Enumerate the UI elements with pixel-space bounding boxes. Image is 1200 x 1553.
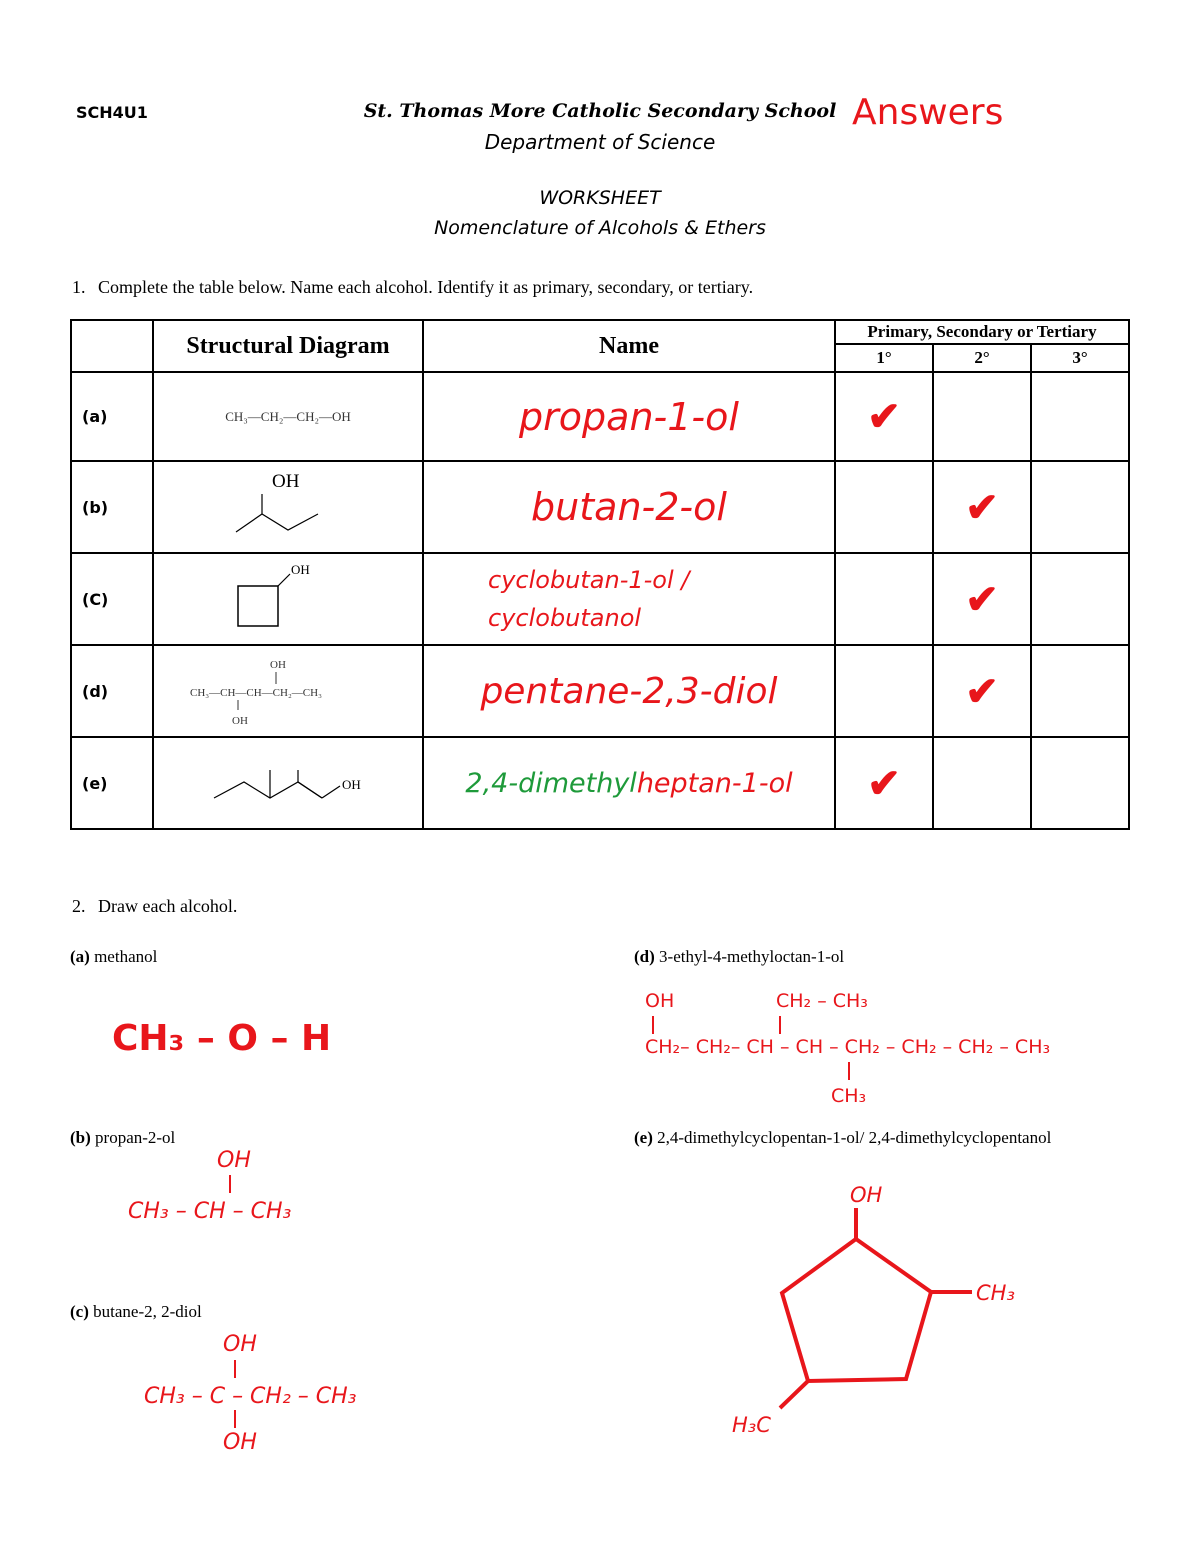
header-secondary: 2° (933, 344, 1031, 372)
header-name: Name (423, 320, 835, 372)
header-structural: Structural Diagram (153, 320, 423, 372)
header-primary: 1° (835, 344, 933, 372)
row-label: (C) (71, 553, 153, 645)
empty-cell (835, 461, 933, 553)
structure-b (153, 461, 423, 553)
part-b-name: propan-2-ol (95, 1128, 176, 1147)
empty-cell (1031, 645, 1129, 737)
row-label: (a) (71, 372, 153, 461)
part-b-main: CH₃ – CH – CH₃ (128, 1199, 292, 1224)
table-row (71, 372, 1129, 461)
structure-e-oh: OH (342, 777, 361, 792)
school-name: St. Thomas More Catholic Secondary School (363, 100, 837, 122)
answer-c-line1: cyclobutan-1-ol / (488, 566, 690, 594)
header-label-cell (71, 320, 153, 372)
header-degree: Primary, Secondary or Tertiary (835, 320, 1129, 344)
empty-cell (1031, 461, 1129, 553)
answer-c (423, 553, 835, 645)
part-b-oh: OH (217, 1148, 251, 1173)
check-secondary-b: ✔ (933, 461, 1031, 553)
part-a-name: methanol (94, 947, 158, 966)
structure-e-drawing (154, 738, 422, 823)
part-b-bond (229, 1175, 231, 1193)
structure-b-oh: OH (272, 471, 300, 492)
question-2-number: 2. (72, 896, 86, 916)
part-e-h3c: H₃C (732, 1413, 771, 1437)
table-row (71, 461, 1129, 553)
structure-a (153, 372, 423, 461)
row-label: (d) (71, 645, 153, 737)
table-row (71, 737, 1129, 829)
empty-cell (835, 645, 933, 737)
department-name: Department of Science (484, 130, 716, 154)
part-d-bond-ethyl (779, 1016, 781, 1034)
answers-label: Answers (852, 92, 1004, 133)
part-d-bond-methyl (848, 1062, 850, 1080)
structure-e (153, 737, 423, 829)
part-a-label: (a) (70, 947, 90, 966)
answer-e (423, 737, 835, 829)
question-1-number: 1. (72, 277, 86, 297)
structure-d-main: CH₃—CH—CH—CH₂—CH₃ (190, 687, 322, 699)
table-row (71, 553, 1129, 645)
answer-e-prefix: 2,4-dimethyl (465, 767, 637, 799)
part-a-prompt (70, 947, 157, 967)
answer-c-line2: cyclobutanol (488, 604, 642, 632)
table-row (71, 645, 1129, 737)
structure-d-drawing (154, 646, 422, 731)
part-a-answer: CH₃ – O – H (112, 1018, 332, 1059)
part-e-oh: OH (850, 1183, 883, 1207)
part-c-main: CH₃ – C – CH₂ – CH₃ (144, 1384, 357, 1409)
check-secondary-c: ✔ (933, 553, 1031, 645)
empty-cell (1031, 737, 1129, 829)
check-primary-a: ✔ (835, 372, 933, 461)
part-d-name: 3-ethyl-4-methyloctan-1-ol (659, 947, 845, 966)
structure-d-oh-top: OH (270, 659, 286, 671)
part-d-prompt (634, 947, 844, 967)
structure-a-formula: CH₃—CH₂—CH₂—OH (225, 408, 351, 424)
part-c-bond-top (234, 1360, 236, 1378)
structure-c-oh: OH (291, 562, 310, 577)
empty-cell (1031, 372, 1129, 461)
answer-a: propan-1-ol (423, 372, 835, 461)
alcohol-table (70, 319, 1130, 830)
empty-cell (933, 737, 1031, 829)
check-primary-e: ✔ (835, 737, 933, 829)
worksheet-subtitle: Nomenclature of Alcohols & Ethers (434, 217, 766, 239)
answer-e-parent: heptan-1-ol (636, 767, 793, 799)
part-e-ch3: CH₃ (976, 1281, 1015, 1305)
row-label: (b) (71, 461, 153, 553)
structure-d (153, 645, 423, 737)
part-c-prompt (70, 1302, 202, 1322)
part-e-prompt (634, 1128, 1051, 1148)
empty-cell (1031, 553, 1129, 645)
header-tertiary: 3° (1031, 344, 1129, 372)
part-e-label: (e) (634, 1128, 653, 1147)
part-e-drawing (700, 1170, 1060, 1450)
part-d-main: CH₂– CH₂– CH – CH – CH₂ – CH₂ – CH₂ – CH₃ (645, 1036, 1051, 1058)
course-code: SCH4U1 (76, 103, 148, 122)
part-d-bond-oh (652, 1016, 654, 1034)
part-c-oh-bottom: OH (223, 1430, 257, 1455)
part-c-label: (c) (70, 1302, 89, 1321)
answer-d: pentane-2,3-diol (423, 645, 835, 737)
part-b-label: (b) (70, 1128, 91, 1147)
part-d-methyl: CH₃ (831, 1085, 867, 1107)
empty-cell (933, 372, 1031, 461)
structure-c-drawing (154, 554, 422, 639)
part-c-bond-bottom (234, 1410, 236, 1428)
structure-c (153, 553, 423, 645)
part-c-oh-top: OH (223, 1332, 257, 1357)
empty-cell (835, 553, 933, 645)
part-b-prompt (70, 1128, 175, 1148)
row-label: (e) (71, 737, 153, 829)
check-secondary-d: ✔ (933, 645, 1031, 737)
part-e-name: 2,4-dimethylcyclopentan-1-ol/ 2,4-dimethylcyclopentanol (657, 1128, 1052, 1147)
question-2-text: Draw each alcohol. (98, 896, 238, 916)
structure-b-drawing (154, 462, 422, 547)
worksheet-title: WORKSHEET (539, 187, 661, 209)
part-d-oh: OH (645, 990, 675, 1012)
structure-d-oh-bottom: OH (232, 715, 248, 727)
part-d-label: (d) (634, 947, 655, 966)
part-c-name: butane-2, 2-diol (93, 1302, 202, 1321)
part-d-ethyl: CH₂ – CH₃ (776, 990, 868, 1012)
question-1-text: Complete the table below. Name each alcohol. Identify it as primary, secondary, or tertiary. (98, 277, 754, 297)
answer-b: butan-2-ol (423, 461, 835, 553)
